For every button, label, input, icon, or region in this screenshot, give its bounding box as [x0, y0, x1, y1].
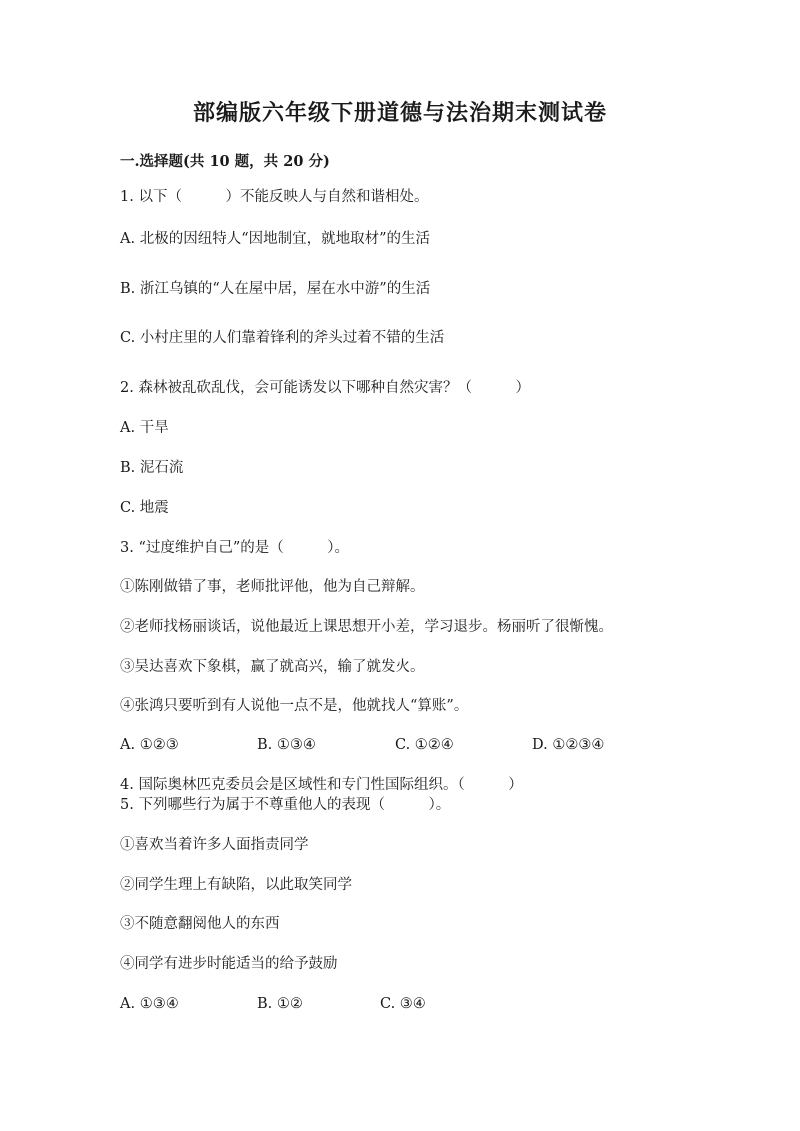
question-3-item-1: ①陈刚做错了事，老师批评他，他为自己辩解。 [120, 579, 425, 595]
question-5-option-b: B. ①② [257, 996, 303, 1012]
question-3-item-3: ③吴达喜欢下象棋，赢了就高兴，输了就发火。 [120, 659, 425, 675]
question-3-stem: 3. “过度维护自己”的是（ ）。 [120, 540, 350, 556]
question-5-item-2: ②同学生理上有缺陷，以此取笑同学 [120, 877, 352, 893]
question-3-item-2: ②老师找杨丽谈话，说他最近上课思想开小差，学习退步。杨丽听了很惭愧。 [120, 619, 613, 635]
question-5-option-c: C. ③④ [380, 996, 426, 1012]
question-2-option-a: A. 干旱 [120, 420, 169, 436]
question-5-item-3: ③不随意翻阅他人的东西 [120, 916, 280, 932]
question-3-item-4: ④张鸿只要听到有人说他一点不是，他就找人“算账”。 [120, 698, 469, 714]
question-5-stem: 5. 下列哪些行为属于不尊重他人的表现（ ）。 [120, 797, 451, 813]
question-3-option-a: A. ①②③ [120, 737, 179, 753]
page-title: 部编版六年级下册道德与法治期末测试卷 [192, 100, 607, 126]
question-3-option-b: B. ①③④ [257, 737, 316, 753]
question-1-stem: 1. 以下（ ）不能反映人与自然和谐相处。 [120, 189, 429, 205]
question-3-option-c: C. ①②④ [395, 737, 454, 753]
question-5-item-1: ①喜欢当着许多人面指责同学 [120, 837, 309, 853]
question-1-option-a: A. 北极的因纽特人“因地制宜，就地取材”的生活 [120, 231, 431, 247]
question-5-option-a: A. ①③④ [120, 996, 179, 1012]
question-3-option-d: D. ①②③④ [532, 737, 605, 753]
question-2-option-c: C. 地震 [120, 500, 169, 516]
question-1-option-b: B. 浙江乌镇的“人在屋中居，屋在水中游”的生活 [120, 281, 431, 297]
section-header: 一.选择题(共 10 题，共 20 分) [120, 153, 330, 170]
question-2-option-b: B. 泥石流 [120, 460, 184, 476]
question-5-item-4: ④同学有进步时能适当的给予鼓励 [120, 956, 338, 972]
question-4-stem: 4. 国际奥林匹克委员会是区域性和专门性国际组织。（ ） [120, 777, 523, 793]
question-2-stem: 2. 森林被乱砍乱伐，会可能诱发以下哪种自然灾害？（ ） [120, 380, 530, 396]
question-1-option-c: C. 小村庄里的人们靠着锋利的斧头过着不错的生活 [120, 330, 445, 346]
